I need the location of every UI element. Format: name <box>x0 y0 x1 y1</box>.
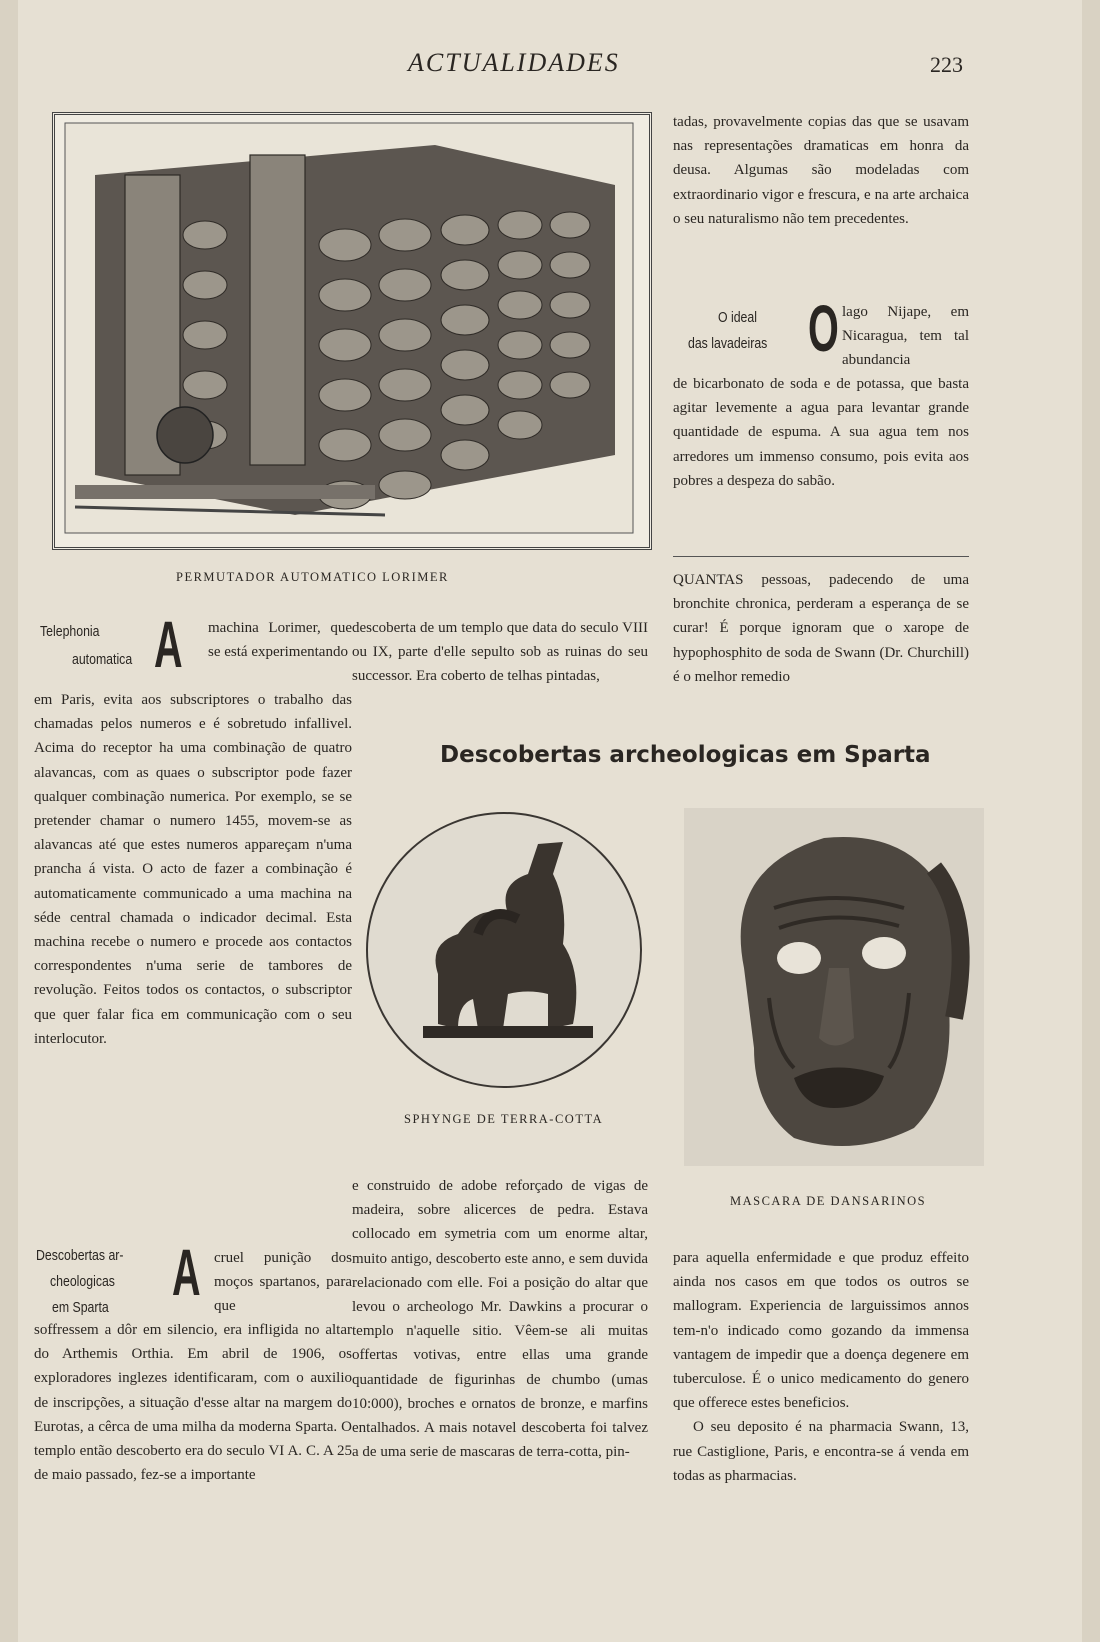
sphinx-photo <box>366 812 642 1088</box>
lorimer-machine-photo <box>52 112 652 550</box>
column-rule-right <box>673 556 969 557</box>
telephonia-text <box>34 616 352 664</box>
sparta-lead: cruel punição dos moços spartanos, para que <box>214 1250 352 1315</box>
quantas-text-top: QUANTAS pessoas, padecendo de uma bronchite chronica, perderam a esperança de se curar! É porque ignoram que o xarope de hypophosphito de soda de Swann (Dr. Churchill) é o melhor remedio <box>673 572 969 685</box>
sparta-middle-top: descoberta de um templo que data do seculo VIII ou IX, parte d'elle sepulto sob as ruinas do seu successor. Era coberto de telhas pintadas, <box>352 620 648 685</box>
sidenote-sparta-1: Descobertas ar- <box>36 1247 124 1264</box>
lavadeiras-text <box>673 372 969 493</box>
sparta-body: soffressem a dôr em silencio, era infligida no altar do Arthemis Orthia. Em abril de 1906, os exploradores inglezes identificaram, com o auxilio de inscripções, a situação d'esse altar na margem do Eurotas, a cêrca de uma milha da moderna Sparta. O templo então descoberto era do seculo VI A. C. A 25 de maio passado, fez-se a importante <box>34 1322 352 1484</box>
quantas-text-bottom <box>673 1246 969 1488</box>
sphinx-caption: SPHYNGE DE TERRA-COTTA <box>404 1112 604 1126</box>
mask-illustration <box>684 808 984 1166</box>
lavadeiras-text-body: de bicarbonato de soda e de potassa, que basta agitar levemente a agua para levantar grande quantidade de espuma. A sua agua tem nos arredores um immenso consumo, pois evita aos pobres a despeza do sabão. <box>673 376 969 489</box>
mask-caption: MASCARA DE DANSARINOS <box>730 1194 927 1208</box>
mask-photo <box>684 808 984 1166</box>
lorimer-machine-illustration <box>55 115 643 541</box>
drop-cap-a: A <box>154 607 183 681</box>
page <box>18 0 1082 1642</box>
page-number: 223 <box>930 52 963 77</box>
article-headline: Descobertas archeologicas em Sparta <box>440 742 931 768</box>
right-top-text: tadas, provavelmente copias das que se usavam nas representações dramaticas em honra da deusa. Algumas são modeladas com extraordinario vigor e frescura, e na arte archaica o seu naturalismo não tem precedentes. <box>673 114 969 227</box>
telephonia-body: em Paris, evita aos subscriptores o trabalho das chamadas pelos numeros e é sobretudo infallivel. Acima do receptor ha uma combinação de quatro alavancas, com as quaes o subscriptor pode fazer qualquer combinação numerica. Por exemplo, se se pretender chamar o numero 1455, movem-se as alavancas até que estes numeros appareçam n'uma prancha á vista. O acto de fazer a combinação é automaticamente communicado a uma machina na séde central chamada o indicador decimal. Esta machina recebe o numero e procede aos contactos correspondentes n'uma serie de tambores de revolução. Feitos todos os contactos, o subscriptor que quer falar fica em communicação com o seu interlocutor. <box>34 692 352 1047</box>
telephonia-lead: machina Lorimer, que se está experimentando <box>208 620 352 661</box>
drop-cap-o: O <box>808 291 839 365</box>
running-title: ACTUALIDADES <box>408 48 620 77</box>
sparta-middle-bottom: e construido de adobe reforçado de vigas de madeira, sobre alicerces de pedra. Estava collocado em symetria com um enorme altar, muito antigo, descoberto este anno, e sem duvida relacionado com elle. Foi a posição do altar que levou o archeologo Mr. Dawkins a procurar o templo n'aquelle sitio. Vêem-se ali muitas offertas votivas, entre ellas uma grande quantidade de figurinhas de chumbo (umas 10:000), broches e ornatos de bronze, e marfins entalhados. A mais notavel descoberta foi talvez a de uma serie de mascaras de terra-cotta, pin- <box>352 1178 648 1461</box>
sidenote-telephonia-2: automatica <box>72 651 133 668</box>
sidenote-telephonia-1: Telephonia <box>40 623 100 640</box>
sidenote-sparta-3: em Sparta <box>52 1299 109 1316</box>
sidenote-lavadeiras-1: O ideal <box>718 309 757 326</box>
sidenote-sparta-2: cheologicas <box>50 1273 115 1290</box>
drop-cap-a-sparta: A <box>172 1235 201 1309</box>
sidenote-lavadeiras-2: das lavadeiras <box>688 335 768 352</box>
lavadeiras-text-lead: lago Nijape, em Nicaragua, tem tal abundancia <box>842 304 969 369</box>
quantas-para-1: para aquella enfermidade e que produz effeito ainda nos casos em que todos os outros se mallogram. Experiencia de larguissimos annos tem-n'o indicado como gozando da immensa vantagem de impedir que a doença degenere em tuberculose. É o unico medicamento do genero que offerece estes beneficios. <box>673 1250 969 1412</box>
lorimer-caption: PERMUTADOR AUTOMATICO LORIMER <box>176 570 449 584</box>
lavadeiras-text-intro <box>842 300 969 373</box>
sphinx-illustration <box>368 814 640 1086</box>
quantas-para-2: O seu deposito é na pharmacia Swann, 13, rue Castiglione, Paris, e encontra-se á venda em todas as pharmacias. <box>673 1419 969 1484</box>
